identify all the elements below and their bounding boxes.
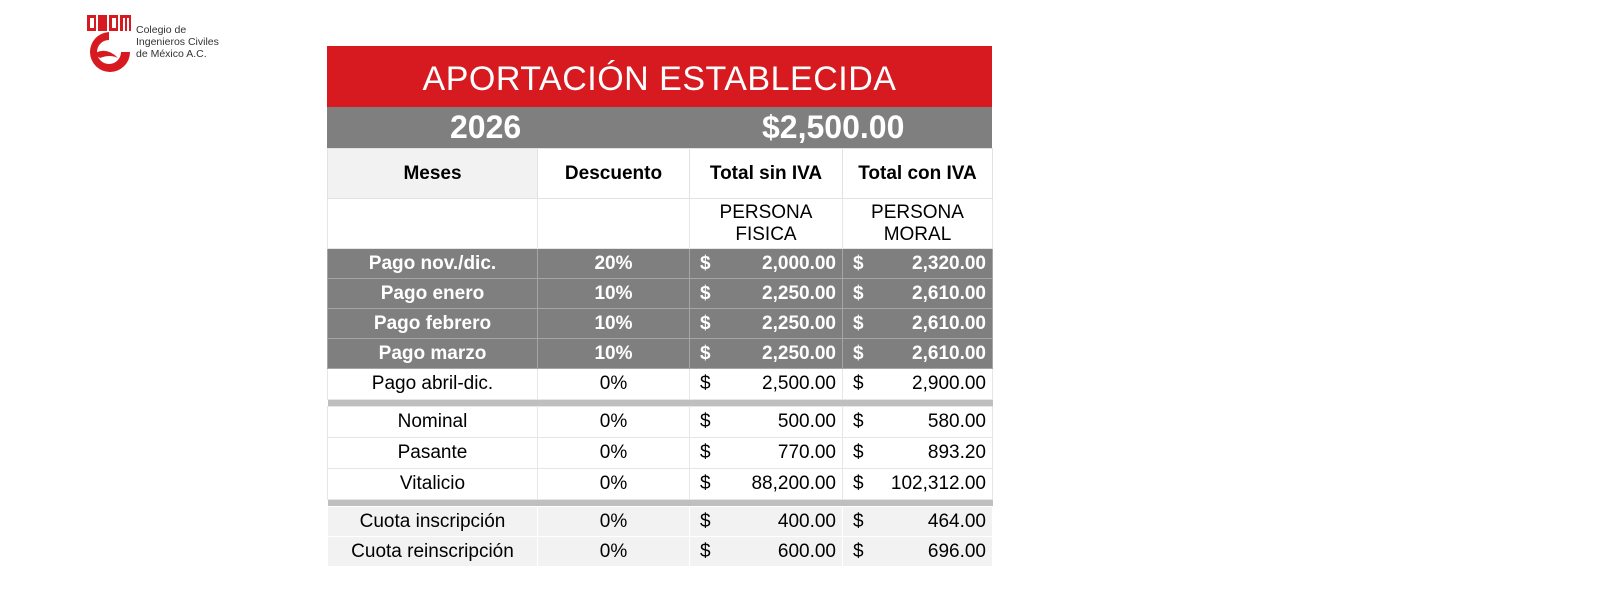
fee-sheet [327,46,992,567]
table-row: Cuota inscripción 0% $ 400.00 $ 464.00 [328,507,993,537]
persona-moral-label: PERSONA MORAL [843,199,993,249]
header-meses: Meses [328,149,538,199]
table-row: Pago marzo 10% $ 2,250.00 $ 2,610.00 [328,339,993,369]
subheader-row [328,199,993,249]
header-con-iva: Total con IVA [843,149,993,199]
page-title: APORTACIÓN ESTABLECIDA [327,46,992,107]
table-row: Pago enero 10% $ 2,250.00 $ 2,610.00 [328,279,993,309]
separator-row [328,500,993,507]
table-row: Cuota reinscripción 0% $ 600.00 $ 696.00 [328,537,993,567]
logo-line-3: de México A.C. [136,48,207,60]
table-row: Nominal 0% $ 500.00 $ 580.00 [328,407,993,438]
table-row: Pasante 0% $ 770.00 $ 893.20 [328,438,993,469]
logo-line-2: Ingenieros Civiles [136,36,219,48]
cicm-logo-icon [86,14,132,76]
fee-table [327,148,993,567]
header-descuento: Descuento [538,149,690,199]
logo-text [136,24,219,60]
table-row: Pago febrero 10% $ 2,250.00 $ 2,610.00 [328,309,993,339]
year-bar [327,107,992,148]
table-row: Vitalicio 0% $ 88,200.00 $ 102,312.00 [328,469,993,500]
established-amount: $2,500.00 [762,109,905,145]
persona-fisica-label: PERSONA FISICA [690,199,843,249]
cicm-logo [86,14,226,78]
separator-row [328,400,993,407]
table-row: Pago abril-dic. 0% $ 2,500.00 $ 2,900.00 [328,369,993,400]
year-label: 2026 [450,109,522,145]
header-sin-iva: Total sin IVA [690,149,843,199]
logo-line-1: Colegio de [136,24,187,36]
table-row: Pago nov./dic. 20% $ 2,000.00 $ 2,320.00 [328,249,993,279]
table-header-row [328,149,993,199]
